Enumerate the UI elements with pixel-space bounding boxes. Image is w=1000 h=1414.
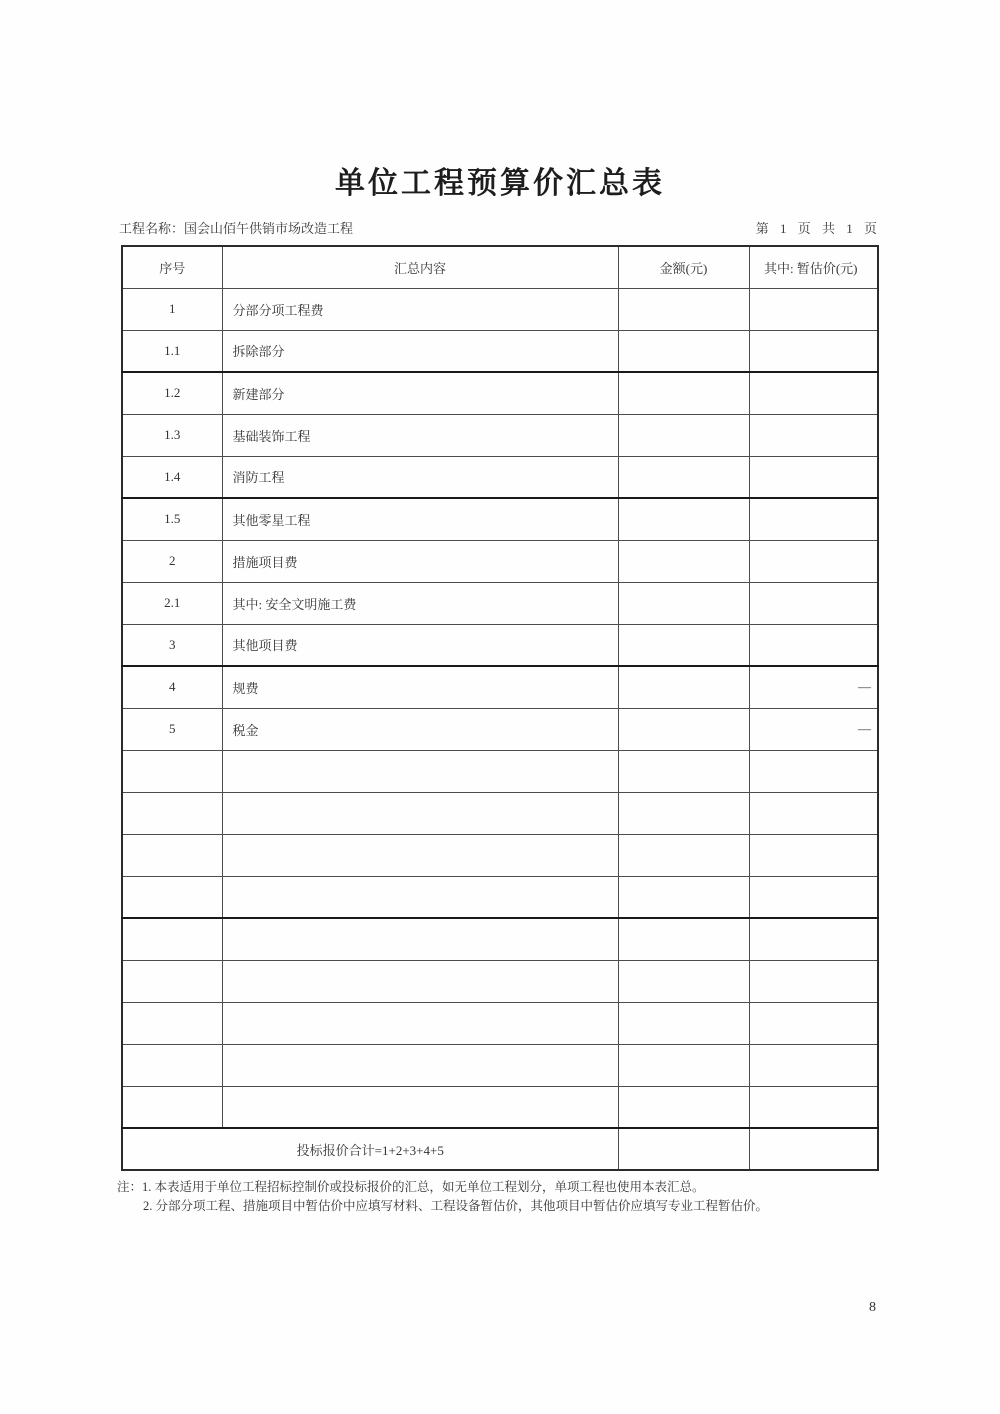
- cell-provisional: [749, 288, 878, 330]
- cell-content: 其他零星工程: [222, 498, 618, 540]
- cell-amount: [618, 288, 749, 330]
- table-row: [122, 456, 878, 498]
- cell-content: 其他项目费: [222, 624, 618, 666]
- cell-no: 1.3: [122, 414, 222, 456]
- summary-table: [121, 245, 879, 1171]
- project-name-line: [119, 218, 353, 237]
- cell-provisional: [749, 372, 878, 414]
- cell-no: 3: [122, 624, 222, 666]
- total-label: 投标报价合计=1+2+3+4+5: [122, 1128, 618, 1170]
- table-row: [122, 288, 878, 330]
- empty-table-row: [122, 1044, 878, 1086]
- cell-amount: [618, 414, 749, 456]
- cell-content: 消防工程: [222, 456, 618, 498]
- table-row: [122, 708, 878, 750]
- cell-no: 5: [122, 708, 222, 750]
- empty-table-row: [122, 750, 878, 792]
- meta-line: [119, 218, 881, 237]
- header-cell-no: 序号: [122, 246, 222, 288]
- note-line-1: 注：1. 本表适用于单位工程招标控制价或投标报价的汇总，如无单位工程划分，单项工程也使用本表汇总。: [117, 1180, 705, 1194]
- table-row: [122, 372, 878, 414]
- cell-content: 规费: [222, 666, 618, 708]
- cell-provisional: [749, 582, 878, 624]
- table-row: [122, 330, 878, 372]
- cell-no: 1.4: [122, 456, 222, 498]
- cell-content: 基础装饰工程: [222, 414, 618, 456]
- cell-amount: [618, 666, 749, 708]
- table-row: [122, 666, 878, 708]
- empty-table-row: [122, 876, 878, 918]
- note-line-2: 2. 分部分项工程、措施项目中暂估价中应填写材料、工程设备暂估价，其他项目中暂估价应填写专业工程暂估价。: [143, 1199, 769, 1214]
- empty-table-row: [122, 960, 878, 1002]
- cell-amount: [618, 330, 749, 372]
- cell-provisional: [749, 414, 878, 456]
- header-cell-provisional: 其中: 暂估价(元): [749, 246, 878, 288]
- project-name-label: 工程名称：: [119, 221, 185, 236]
- total-provisional: [749, 1128, 878, 1170]
- cell-content: 分部分项工程费: [222, 288, 618, 330]
- empty-table-row: [122, 834, 878, 876]
- cell-amount: [618, 624, 749, 666]
- cell-provisional: [749, 456, 878, 498]
- total-amount: [618, 1128, 749, 1170]
- header-cell-content: 汇总内容: [222, 246, 618, 288]
- table-row: [122, 582, 878, 624]
- cell-provisional: [749, 540, 878, 582]
- cell-amount: [618, 540, 749, 582]
- cell-provisional: [749, 624, 878, 666]
- empty-table-row: [122, 918, 878, 960]
- cell-no: 4: [122, 666, 222, 708]
- cell-provisional: [749, 330, 878, 372]
- header-cell-amount: 金额(元): [618, 246, 749, 288]
- cell-no: 1.5: [122, 498, 222, 540]
- page-title: 单位工程预算价汇总表: [335, 166, 665, 201]
- notes: [117, 1178, 883, 1217]
- cell-provisional: —: [749, 666, 878, 708]
- cell-amount: [618, 708, 749, 750]
- cell-content: 税金: [222, 708, 618, 750]
- cell-amount: [618, 498, 749, 540]
- cell-amount: [618, 582, 749, 624]
- cell-no: 1: [122, 288, 222, 330]
- cell-no: 1.2: [122, 372, 222, 414]
- project-name-value: 国会山佰午供销市场改造工程: [184, 221, 354, 236]
- cell-provisional: —: [749, 708, 878, 750]
- cell-no: 2.1: [122, 582, 222, 624]
- cell-no: 2: [122, 540, 222, 582]
- empty-table-row: [122, 1086, 878, 1128]
- page-number: 8: [869, 1300, 876, 1315]
- empty-table-row: [122, 1002, 878, 1044]
- table-row: [122, 624, 878, 666]
- page-info: 第 1 页 共 1 页: [755, 221, 881, 236]
- cell-content: 措施项目费: [222, 540, 618, 582]
- empty-table-row: [122, 792, 878, 834]
- cell-provisional: [749, 498, 878, 540]
- table-header-row: [122, 246, 878, 288]
- table-row: [122, 498, 878, 540]
- table-row: [122, 540, 878, 582]
- cell-content: 新建部分: [222, 372, 618, 414]
- cell-amount: [618, 372, 749, 414]
- cell-content: 拆除部分: [222, 330, 618, 372]
- cell-content: 其中: 安全文明施工费: [222, 582, 618, 624]
- cell-no: 1.1: [122, 330, 222, 372]
- cell-amount: [618, 456, 749, 498]
- table-row: [122, 414, 878, 456]
- total-row: [122, 1128, 878, 1170]
